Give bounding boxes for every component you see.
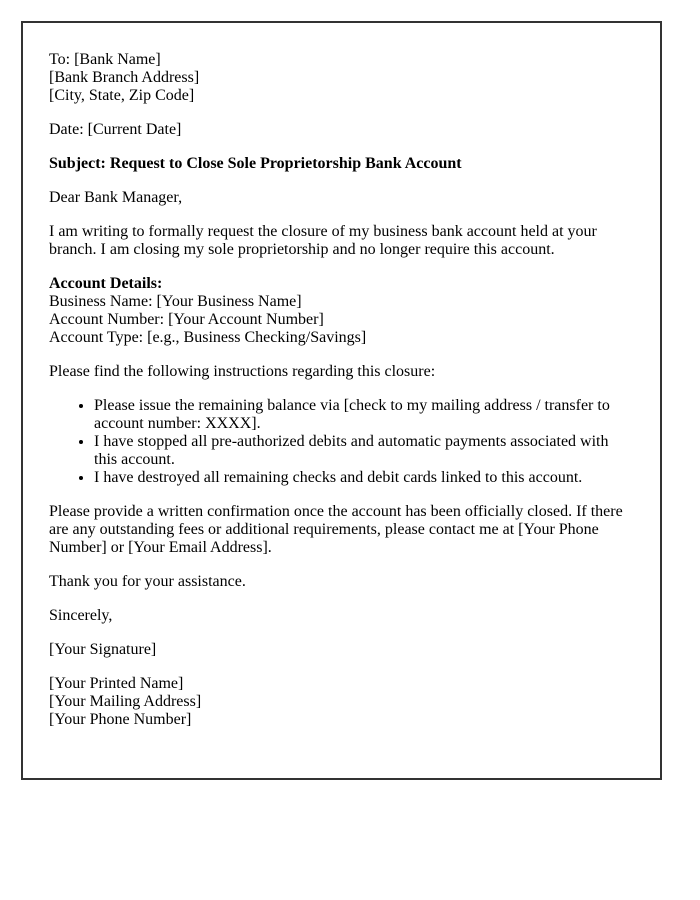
salutation: Dear Bank Manager, [49, 189, 183, 206]
recipient-line-bank-name: To: [Bank Name] [49, 51, 161, 68]
letter-document [21, 21, 662, 780]
account-detail-account-type: Account Type: [e.g., Business Checking/Savings] [49, 329, 367, 346]
sender-line-mailing-address: [Your Mailing Address] [49, 693, 202, 710]
subject-line [49, 155, 634, 173]
closing-line: Sincerely, [49, 607, 113, 624]
sender-line-printed-name: [Your Printed Name] [49, 675, 184, 692]
sender-block [49, 675, 634, 729]
recipient-line-city-state-zip: [City, State, Zip Code] [49, 87, 195, 104]
instructions-intro: Please find the following instructions regarding this closure: [49, 363, 436, 380]
intro-paragraph: I am writing to formally request the closure of my business bank account held at your branch. I am closing my sole proprietorship and no longer require this account. [49, 223, 597, 258]
recipient-address-block [49, 51, 634, 105]
account-detail-account-number: Account Number: [Your Account Number] [49, 311, 324, 328]
instruction-item-checks: • I have destroyed all remaining checks and debit cards linked to this account. [94, 469, 634, 487]
instruction-item-debits: • I have stopped all pre-authorized debits and automatic payments associated with this account. [94, 433, 634, 469]
account-details-heading: Account Details: [49, 275, 163, 292]
instruction-item-balance: • Please issue the remaining balance via [check to my mailing address / transfer to account number: XXXX]. [94, 397, 634, 433]
signature-placeholder: [Your Signature] [49, 641, 157, 658]
instructions-list [49, 397, 634, 487]
confirmation-paragraph: Please provide a written confirmation once the account has been officially closed. If there are any outstanding fees or additional requirements, please contact me at [Your Phone Number] or [Your Email Address]. [49, 503, 623, 556]
recipient-line-branch-address: [Bank Branch Address] [49, 69, 200, 86]
account-detail-business-name: Business Name: [Your Business Name] [49, 293, 302, 310]
thanks-paragraph: Thank you for your assistance. [49, 573, 246, 590]
account-details-block [49, 275, 634, 347]
subject-text: Subject: Request to Close Sole Proprietorship Bank Account [49, 155, 462, 172]
date-line: Date: [Current Date] [49, 121, 182, 138]
sender-line-phone-number: [Your Phone Number] [49, 711, 192, 728]
